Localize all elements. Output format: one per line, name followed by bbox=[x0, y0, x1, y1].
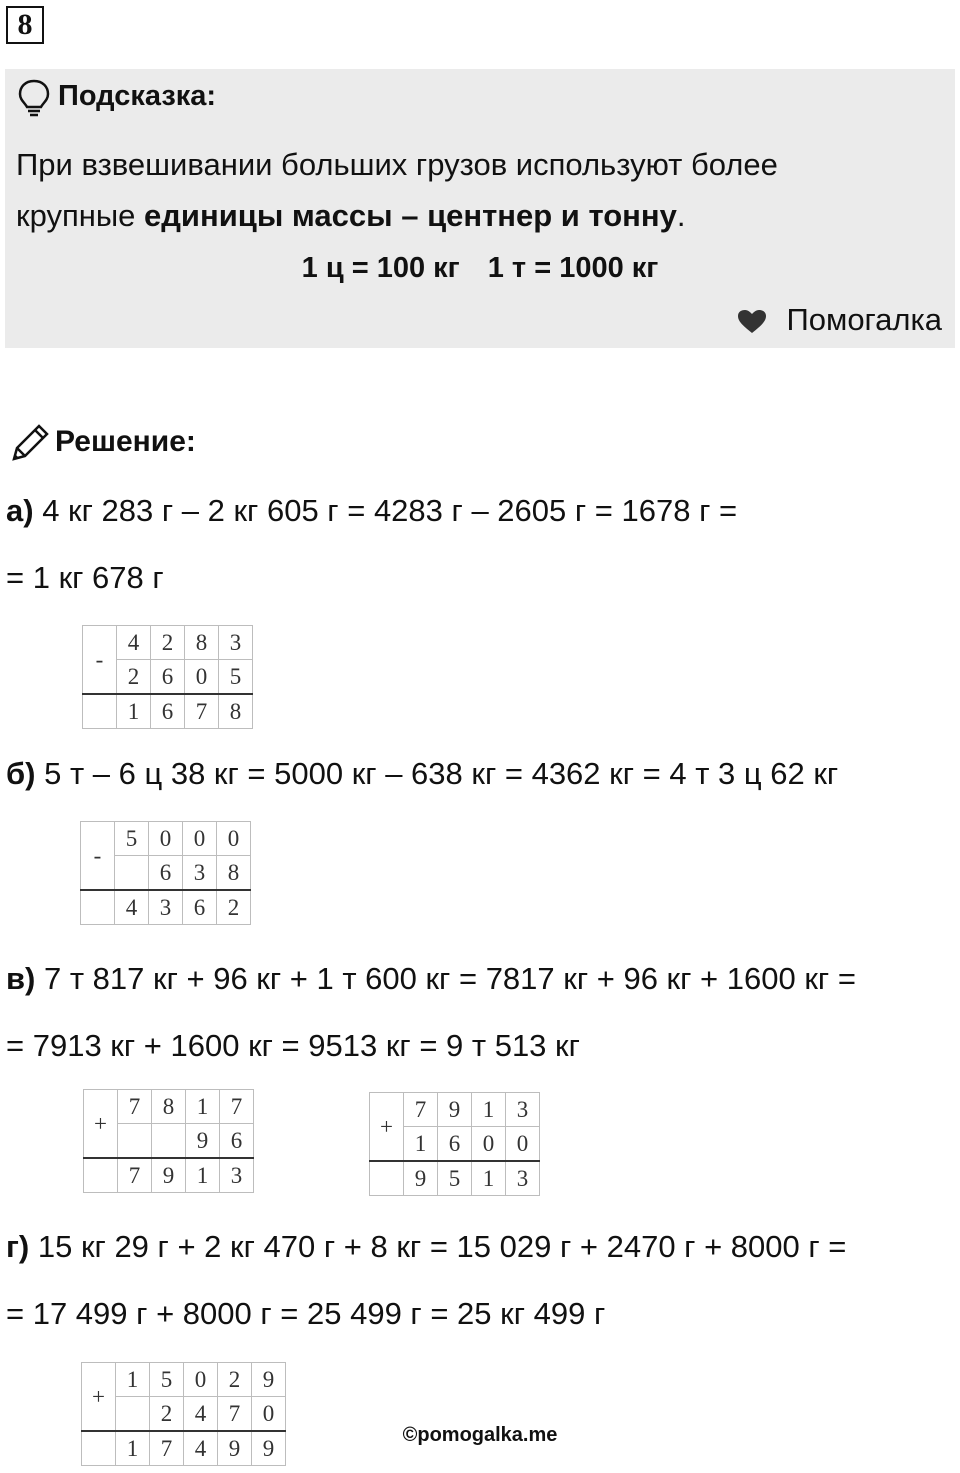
digit-cell: 0 bbox=[252, 1397, 286, 1432]
digit-cell bbox=[84, 1158, 118, 1193]
solution-v-line-1: в) 7 т 817 кг + 96 кг + 1 т 600 кг = 7817 кг + 96 кг + 1600 кг = bbox=[6, 961, 856, 996]
digit-cell: 1 bbox=[116, 1431, 150, 1466]
digit-cell: 2 bbox=[217, 890, 251, 925]
digit-cell: 6 bbox=[183, 890, 217, 925]
digit-cell: 0 bbox=[184, 1363, 218, 1397]
digit-cell: 9 bbox=[218, 1431, 252, 1466]
digit-cell: 2 bbox=[151, 626, 185, 660]
solution-a-line-2: = 1 кг 678 г bbox=[6, 560, 164, 595]
digit-cell: 9 bbox=[252, 1431, 286, 1466]
digit-cell: 6 bbox=[151, 694, 185, 729]
digit-cell bbox=[118, 1124, 152, 1159]
operator-sign: + bbox=[82, 1363, 116, 1432]
site-watermark: ©pomogalka.me bbox=[402, 1424, 558, 1446]
digit-cell: 7 bbox=[218, 1397, 252, 1432]
solution-g-line-1: г) 15 кг 29 г + 2 кг 470 г + 8 кг = 15 029 г + 2470 г + 8000 г = bbox=[6, 1229, 847, 1264]
digit-cell: 7 bbox=[404, 1093, 438, 1127]
digit-cell: 1 bbox=[117, 694, 151, 729]
digit-cell: 2 bbox=[218, 1363, 252, 1397]
operator-sign: - bbox=[83, 626, 117, 695]
digit-cell: 8 bbox=[185, 626, 219, 660]
pencil-icon bbox=[8, 421, 52, 465]
solution-g-line-2: = 17 499 г + 8000 г = 25 499 г = 25 кг 499 г bbox=[6, 1296, 606, 1331]
digit-cell: 0 bbox=[185, 660, 219, 695]
unit-formulas: 1 ц = 100 кг 1 т = 1000 кг bbox=[301, 252, 659, 284]
digit-cell: 5 bbox=[150, 1363, 184, 1397]
digit-cell bbox=[115, 856, 149, 891]
digit-cell: 3 bbox=[506, 1093, 540, 1127]
digit-cell: 5 bbox=[115, 822, 149, 856]
digit-cell: 9 bbox=[252, 1363, 286, 1397]
digit-cell: 3 bbox=[219, 626, 253, 660]
digit-cell: 4 bbox=[117, 626, 151, 660]
column-calc-a bbox=[82, 625, 253, 729]
digit-cell: 4 bbox=[115, 890, 149, 925]
digit-cell: 5 bbox=[438, 1161, 472, 1196]
digit-cell bbox=[81, 890, 115, 925]
digit-cell: 2 bbox=[150, 1397, 184, 1432]
hint-line-2: крупные единицы массы – центнер и тонну. bbox=[16, 198, 686, 233]
digit-cell: 4 bbox=[184, 1397, 218, 1432]
digit-cell: 0 bbox=[217, 822, 251, 856]
solution-a-line-1: а) 4 кг 283 г – 2 кг 605 г = 4283 г – 2605 г = 1678 г = bbox=[6, 493, 738, 528]
digit-cell bbox=[83, 694, 117, 729]
digit-cell: 7 bbox=[150, 1431, 184, 1466]
task-number: 8 bbox=[6, 6, 44, 44]
digit-cell bbox=[152, 1124, 186, 1159]
digit-cell: 1 bbox=[404, 1127, 438, 1162]
heart-icon bbox=[737, 309, 767, 335]
lightbulb-icon bbox=[16, 78, 52, 118]
digit-cell: 3 bbox=[220, 1158, 254, 1193]
digit-cell: 9 bbox=[438, 1093, 472, 1127]
digit-cell: 9 bbox=[152, 1158, 186, 1193]
operator-sign: + bbox=[370, 1093, 404, 1162]
column-calc-g bbox=[81, 1362, 286, 1466]
hint-title: Подсказка: bbox=[58, 80, 217, 112]
digit-cell: 8 bbox=[217, 856, 251, 891]
solution-title: Решение: bbox=[55, 425, 196, 458]
solution-b-line-1: б) 5 т – 6 ц 38 кг = 5000 кг – 638 кг = 4362 кг = 4 т 3 ц 62 кг bbox=[6, 756, 839, 791]
column-calc-v-2 bbox=[369, 1092, 540, 1196]
column-calc-v-1 bbox=[83, 1089, 254, 1193]
digit-cell: 0 bbox=[506, 1127, 540, 1162]
digit-cell: 6 bbox=[151, 660, 185, 695]
brand-label: Помогалка bbox=[786, 302, 942, 337]
digit-cell: 3 bbox=[183, 856, 217, 891]
digit-cell: 7 bbox=[118, 1158, 152, 1193]
digit-cell: 7 bbox=[118, 1090, 152, 1124]
digit-cell: 5 bbox=[219, 660, 253, 695]
digit-cell: 9 bbox=[404, 1161, 438, 1196]
digit-cell: 0 bbox=[472, 1127, 506, 1162]
digit-cell: 4 bbox=[184, 1431, 218, 1466]
digit-cell: 7 bbox=[220, 1090, 254, 1124]
digit-cell: 6 bbox=[149, 856, 183, 891]
operator-sign: - bbox=[81, 822, 115, 891]
solution-v-line-2: = 7913 кг + 1600 кг = 9513 кг = 9 т 513 кг bbox=[6, 1028, 580, 1063]
digit-cell: 1 bbox=[472, 1093, 506, 1127]
digit-cell: 8 bbox=[152, 1090, 186, 1124]
digit-cell: 8 bbox=[219, 694, 253, 729]
operator-sign: + bbox=[84, 1090, 118, 1159]
hint-line-1: При взвешивании больших грузов используют более bbox=[16, 147, 778, 182]
digit-cell: 1 bbox=[472, 1161, 506, 1196]
digit-cell: 7 bbox=[185, 694, 219, 729]
digit-cell bbox=[370, 1161, 404, 1196]
digit-cell: 0 bbox=[149, 822, 183, 856]
column-calc-b bbox=[80, 821, 251, 925]
digit-cell: 0 bbox=[183, 822, 217, 856]
digit-cell: 1 bbox=[116, 1363, 150, 1397]
digit-cell: 6 bbox=[438, 1127, 472, 1162]
digit-cell: 6 bbox=[220, 1124, 254, 1159]
digit-cell: 3 bbox=[506, 1161, 540, 1196]
digit-cell: 3 bbox=[149, 890, 183, 925]
digit-cell: 1 bbox=[186, 1158, 220, 1193]
digit-cell: 9 bbox=[186, 1124, 220, 1159]
digit-cell: 2 bbox=[117, 660, 151, 695]
digit-cell: 1 bbox=[186, 1090, 220, 1124]
